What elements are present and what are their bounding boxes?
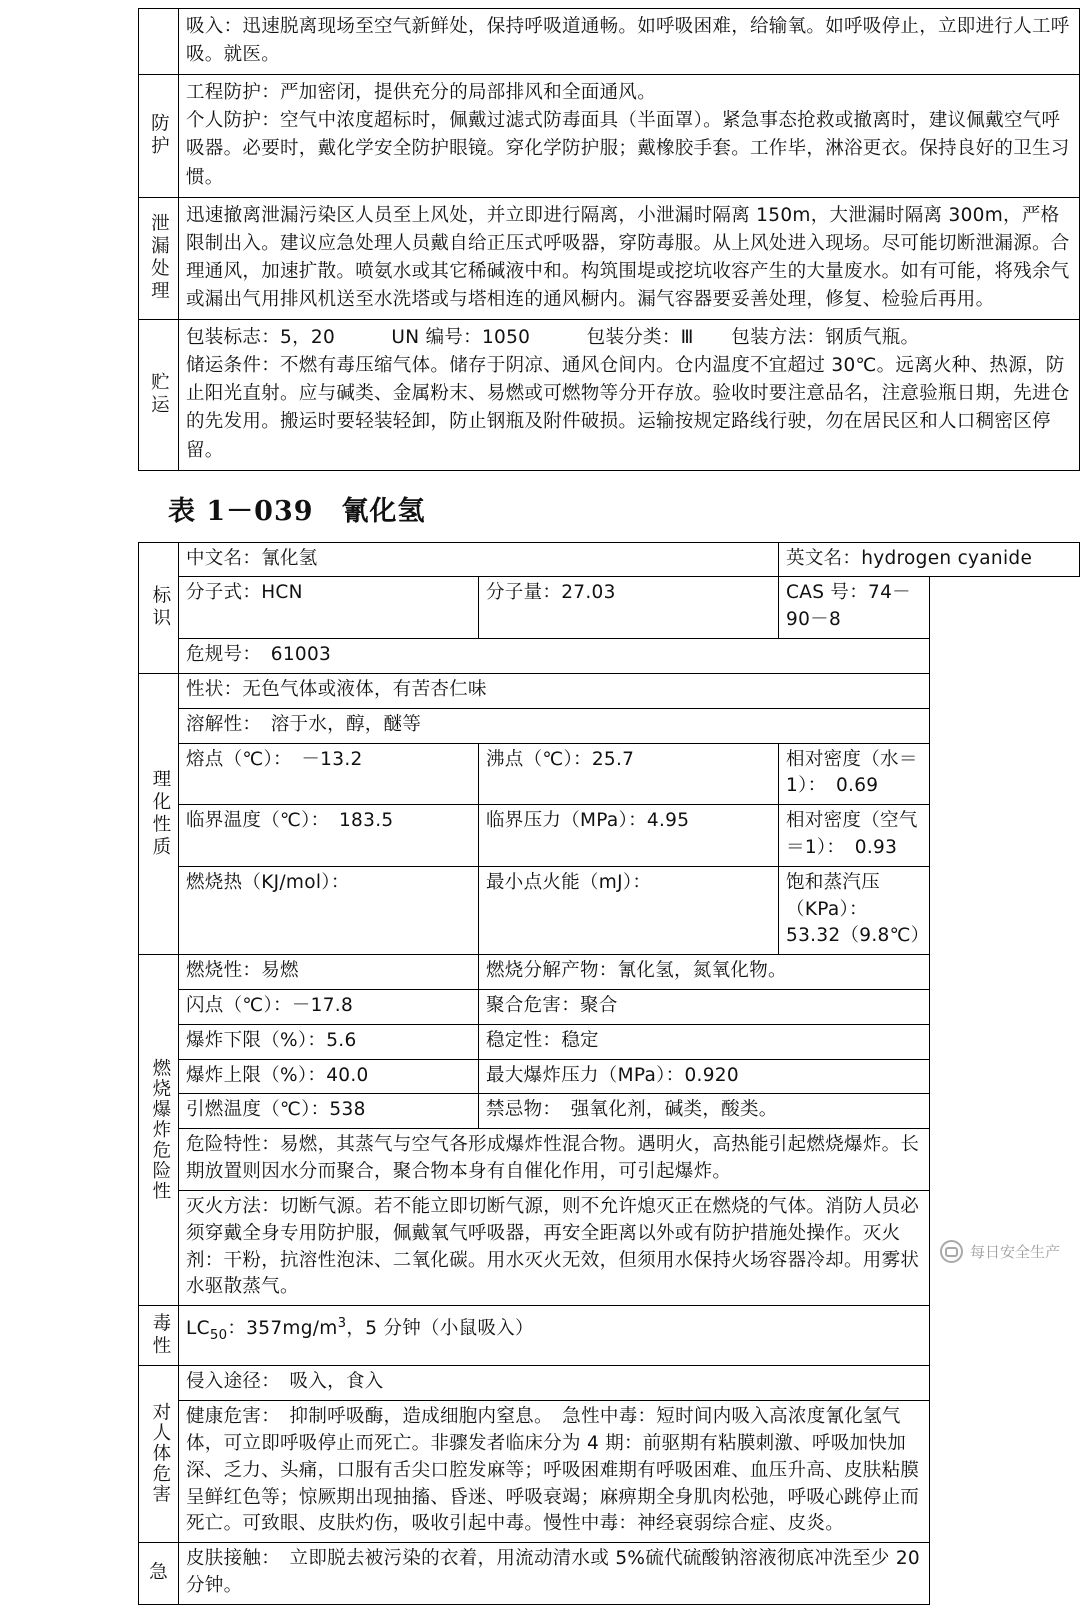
cell-flash-point: 闪点（℃）：－17.8 (179, 990, 479, 1025)
cell-formula: 分子式：HCN (179, 577, 479, 639)
label-text: 燃烧爆炸危险性 (149, 1057, 171, 1202)
watermark-text: 每日安全生产 (969, 1243, 1060, 1261)
cell-firefighting-method: 灭火方法：切断气源。若不能立即切断气源，则不允许熄灭正在燃烧的气体。消防人员必须穿戴全身专用防护服，佩戴氧气呼吸器，再安全距离以外或有防护措施处操作。灭火剂：干粉，抗溶性泡沫、二氧化碳。用水灭火无效，但须用水保持火场容器冷却。用雾状水驱散蒸气。 (179, 1190, 930, 1305)
section-label-first-aid (139, 1543, 179, 1605)
row-label-protection (139, 75, 179, 197)
cell-lower-explosion-limit: 爆炸下限（%）：5.6 (179, 1024, 479, 1059)
cell-english-name: 英文名：hydrogen cyanide (779, 542, 1080, 577)
cell-routes-of-entry: 侵入途径： 吸入，食入 (179, 1366, 930, 1401)
table-row (139, 1059, 1080, 1094)
watermark (940, 1240, 1060, 1263)
table-row (139, 1306, 1080, 1366)
paragraph: 包装标志：5，20 UN 编号：1050 包装分类：Ⅲ 包装方法：钢质气瓶。 (186, 327, 920, 349)
paragraph: 储运条件：不燃有毒压缩气体。储存于阴凉、通风仓间内。仓内温度不宜超过 30℃。远离火种、热源，防止阳光直射。应与碱类、金属粉末、易燃或可燃物等分开存放。验收时要注意品名，注意验瓶日期，先进仓的先发用。搬运时要轻装轻卸，防止钢瓶及附件破损。运输按规定路线行驶，勿在居民区和人口稠密区停留。 (186, 355, 1070, 461)
cell-molecular-weight: 分子量：27.03 (479, 577, 779, 639)
cell-flammability: 燃烧性：易燃 (179, 955, 479, 990)
cell-polymerization-hazard: 聚合危害：聚合 (479, 990, 930, 1025)
cell-critical-pressure: 临界压力（MPa）：4.95 (479, 805, 779, 867)
table-row (139, 955, 1080, 990)
cell-stability: 稳定性：稳定 (479, 1024, 930, 1059)
paragraph: 迅速撤离泄漏污染区人员至上风处，并立即进行隔离，小泄漏时隔离 150m，大泄漏时隔离 300m，严格限制出入。建议应急处理人员戴自给正压式呼吸器，穿防毒服。从上风处进入现场。尽可能切断泄漏源。合理通风，加速扩散。喷氨水或其它稀碱液中和。构筑围堤或挖坑收容产生的大量废水。如有可能，将残余气或漏出气用排风机送至水洗塔或与塔相连的通风橱内。漏气容器要妥善处理，修复、检验后再用。 (186, 204, 1070, 310)
cell-boiling-point: 沸点（℃）：25.7 (479, 743, 779, 805)
table-row (139, 1366, 1080, 1401)
cell-ignition-temperature: 引燃温度（℃）：538 (179, 1094, 479, 1129)
section-label-physical-properties (139, 673, 179, 954)
cell-melting-point: 熔点（℃）： －13.2 (179, 743, 479, 805)
paragraph: 个人防护：空气中浓度超标时，佩戴过滤式防毒面具（半面罩）。紧急事态抢救或撤离时，建议佩戴空气呼吸器。必要时，戴化学安全防护眼镜。穿化学防护服；戴橡胶手套。工作毕，淋浴更衣。保持良好的卫生习惯。 (186, 110, 1070, 188)
row-content (179, 9, 1080, 75)
section-label-identification (139, 542, 179, 673)
cell-saturated-vapor-pressure: 饱和蒸汽压（KPa）： 53.32（9.8℃） (779, 866, 929, 954)
row-content (179, 75, 1080, 197)
table-row (139, 639, 1080, 674)
emergency-protection-table (138, 8, 1080, 471)
cell-incompatible-materials: 禁忌物： 强氧化剂，碱类，酸类。 (479, 1094, 930, 1129)
table-row (139, 320, 1080, 471)
table-row (139, 990, 1080, 1025)
label-text: 急 (149, 1561, 168, 1583)
table-row (139, 542, 1080, 577)
section-label-human-hazard (139, 1366, 179, 1543)
table-row (139, 708, 1080, 743)
cell-solubility: 溶解性： 溶于水，醇，醚等 (179, 708, 930, 743)
table-row (139, 9, 1080, 75)
label-text: 防护 (148, 113, 170, 159)
table-row (139, 577, 1080, 639)
cell-upper-explosion-limit: 爆炸上限（%）：40.0 (179, 1059, 479, 1094)
cell-health-hazard: 健康危害： 抑制呼吸酶，造成细胞内窒息。 急性中毒：短时间内吸入高浓度氰化氢气体，可立即呼吸停止而死亡。非骤发者临床分为 4 期：前驱期有粘膜刺激、呼吸加快加深、乏力、头痛，口服有舌尖口腔发麻等；呼吸困难期有呼吸困难、血压升高、皮肤粘膜呈鲜红色等；惊厥期出现抽搐、昏迷、呼吸衰竭；麻痹期全身肌肉松弛，呼吸心跳停止而死亡。可致眼、皮肤灼伤，吸收引起中毒。慢性中毒：神经衰弱综合症、皮炎。 (179, 1401, 930, 1543)
cell-chinese-name: 中文名：氰化氢 (179, 542, 779, 577)
wechat-official-account-icon (940, 1240, 963, 1263)
label-text: 贮运 (148, 372, 170, 418)
table-row (139, 75, 1080, 197)
label-text: 标识 (149, 584, 171, 630)
table-row (139, 805, 1080, 867)
label-text: 毒性 (149, 1312, 171, 1358)
cell-max-explosion-pressure: 最大爆炸压力（MPa）：0.920 (479, 1059, 930, 1094)
table-row (139, 1024, 1080, 1059)
cell-heat-of-combustion: 燃烧热（KJ/mol）： (179, 866, 479, 954)
cell-relative-density-air: 相对密度（空气＝1）： 0.93 (779, 805, 929, 867)
row-label-leak (139, 197, 179, 319)
label-text: 泄漏处理 (148, 213, 170, 304)
table-row (139, 743, 1080, 805)
row-label-storage (139, 320, 179, 471)
cell-appearance: 性状：无色气体或液体，有苦杏仁味 (179, 673, 930, 708)
row-content (179, 197, 1080, 319)
table-row (139, 673, 1080, 708)
section-label-toxicity (139, 1306, 179, 1366)
chemical-datasheet-table (138, 542, 1080, 1605)
row-label (139, 9, 179, 75)
label-text: 理化性质 (149, 768, 171, 859)
cell-critical-temperature: 临界温度（℃）： 183.5 (179, 805, 479, 867)
cell-relative-density-water: 相对密度（水＝1）： 0.69 (779, 743, 929, 805)
row-content (179, 320, 1080, 471)
paragraph: 工程防护：严加密闭，提供充分的局部排风和全面通风。 (186, 82, 657, 104)
table-row (139, 866, 1080, 954)
cell-lc50: $LC_{50}$：$357mg/m^3$，5 分钟（小鼠吸入） (179, 1306, 930, 1366)
cell-skin-contact: 皮肤接触： 立即脱去被污染的衣着，用流动清水或 5%硫代硫酸钠溶液彻底冲洗至少 20 分钟。 (179, 1543, 930, 1605)
paragraph: 吸入：迅速脱离现场至空气新鲜处，保持呼吸道通畅。如呼吸困难，给输氧。如呼吸停止，立即进行人工呼吸。就医。 (186, 16, 1070, 66)
table-row (139, 1129, 1080, 1191)
table-row (139, 1190, 1080, 1305)
cell-cas-number: CAS 号：74－90－8 (779, 577, 929, 639)
cell-hazard-number: 危规号： 61003 (179, 639, 930, 674)
section-label-fire-explosion (139, 955, 179, 1306)
table-row (139, 1401, 1080, 1543)
label-text: 对人体危害 (149, 1402, 171, 1505)
cell-combustion-products: 燃烧分解产物：氰化氢，氮氧化物。 (479, 955, 930, 990)
cell-minimum-ignition-energy: 最小点火能（mJ）： (479, 866, 779, 954)
cell-hazard-characteristics: 危险特性：易燃，其蒸气与空气各形成爆炸性混合物。遇明火，高热能引起燃烧爆炸。长期放置则因水分而聚合，聚合物本身有自催化作用，可引起爆炸。 (179, 1129, 930, 1191)
table-row (139, 1094, 1080, 1129)
table-row (139, 1543, 1080, 1605)
page-title: 表 1－039 氰化氢 (168, 495, 426, 527)
table-row (139, 197, 1080, 319)
